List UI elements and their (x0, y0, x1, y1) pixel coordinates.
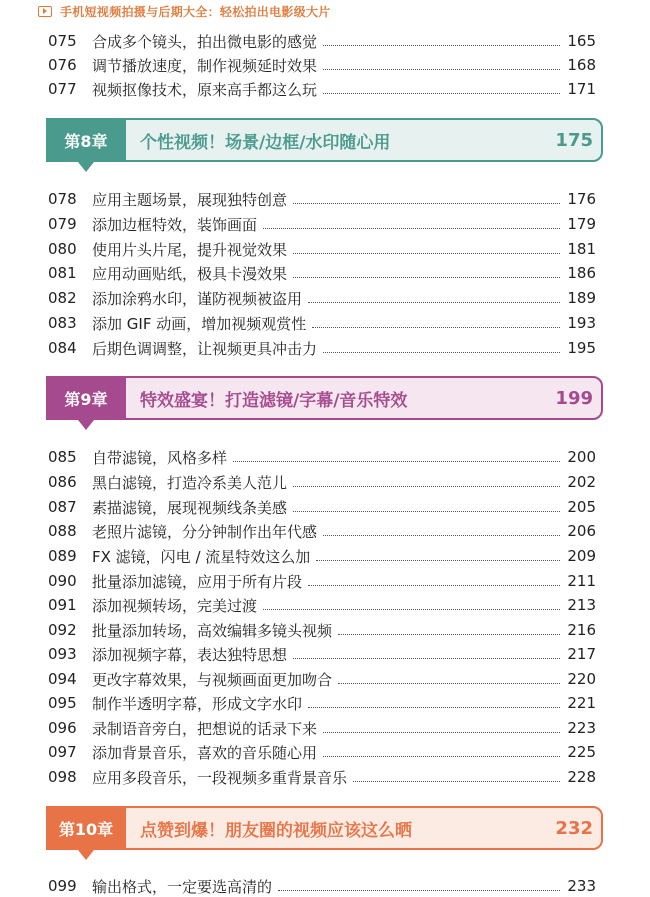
entry-title: 添加涂鸦水印，谨防视频被盗用 (92, 289, 303, 308)
entry-number: 098 (48, 768, 77, 786)
entry-page: 225 (567, 743, 596, 761)
toc-entry[interactable] (48, 668, 596, 690)
dot-leader (263, 609, 560, 610)
chapter-title: 特效盛宴！打造滤镜/字幕/音乐特效 (140, 390, 408, 411)
entry-page: 179 (567, 215, 596, 233)
toc-entry[interactable] (48, 619, 596, 641)
entry-title: 合成多个镜头，拍出微电影的感觉 (92, 32, 318, 51)
entry-page: 200 (567, 448, 596, 466)
entry-title: 添加视频字幕，表达独特思想 (92, 645, 288, 664)
toc-entry[interactable] (48, 570, 596, 592)
entry-number: 096 (48, 719, 77, 737)
entry-page: 211 (567, 572, 596, 590)
chapter-page: 175 (555, 129, 593, 151)
entry-number: 079 (48, 215, 77, 233)
entry-page: 233 (567, 877, 596, 895)
entry-number: 099 (48, 877, 77, 895)
dot-leader (323, 535, 560, 536)
dot-leader (278, 890, 560, 891)
entry-page: 216 (567, 621, 596, 639)
toc-entry[interactable] (48, 188, 596, 210)
entry-title: 应用主题场景，展现独特创意 (92, 190, 288, 209)
toc-entry[interactable] (48, 262, 596, 284)
dot-leader (323, 45, 560, 46)
entry-title: 后期色调调整，让视频更具冲击力 (92, 339, 318, 358)
entry-title: FX 滤镜，闪电 / 流星特效这么加 (92, 547, 311, 566)
entry-page: 171 (567, 80, 596, 98)
toc-entry[interactable] (48, 643, 596, 665)
dot-leader (308, 707, 560, 708)
entry-page: 193 (567, 314, 596, 332)
entry-title: 添加视频转场，完美过渡 (92, 596, 258, 615)
entry-number: 097 (48, 743, 77, 761)
entry-number: 090 (48, 572, 77, 590)
dot-leader (338, 634, 560, 635)
entry-page: 186 (567, 264, 596, 282)
entry-title: 视频抠像技术，原来高手都这么玩 (92, 80, 318, 99)
toc-entry[interactable] (48, 238, 596, 260)
dot-leader (293, 253, 560, 254)
entry-number: 091 (48, 596, 77, 614)
toc-entry[interactable] (48, 312, 596, 334)
chapter-title: 个性视频！场景/边框/水印随心用 (140, 132, 391, 153)
toc-entry[interactable] (48, 30, 596, 52)
entry-title: 输出格式，一定要选高清的 (92, 877, 273, 896)
entry-title: 自带滤镜，风格多样 (92, 448, 228, 467)
toc-entry[interactable] (48, 78, 596, 100)
toc-entry[interactable] (48, 337, 596, 359)
entry-title: 添加背景音乐，喜欢的音乐随心用 (92, 743, 318, 762)
video-book-icon (38, 6, 52, 17)
entry-title: 制作半透明字幕，形成文字水印 (92, 694, 303, 713)
toc-entry[interactable] (48, 213, 596, 235)
entry-title: 更改字幕效果，与视频画面更加吻合 (92, 670, 333, 689)
book-title: 手机短视频拍摄与后期大全：轻松拍出电影级大片 (60, 4, 331, 19)
dot-leader (323, 732, 560, 733)
entry-number: 092 (48, 621, 77, 639)
entry-number: 078 (48, 190, 77, 208)
toc-entry[interactable] (48, 496, 596, 518)
entry-title: 调节播放速度，制作视频延时效果 (92, 56, 318, 75)
dot-leader (293, 203, 560, 204)
dot-leader (323, 352, 560, 353)
chapter-8-banner[interactable] (46, 118, 603, 162)
entry-number: 081 (48, 264, 77, 282)
entry-number: 075 (48, 32, 77, 50)
toc-entry[interactable] (48, 766, 596, 788)
toc-entry[interactable] (48, 545, 596, 567)
toc-entry[interactable] (48, 287, 596, 309)
dot-leader (312, 327, 560, 328)
entry-title: 黑白滤镜，打造冷系美人范儿 (92, 473, 288, 492)
toc-entry[interactable] (48, 692, 596, 714)
dot-leader (293, 511, 560, 512)
dot-leader (293, 658, 560, 659)
entry-page: 209 (567, 547, 596, 565)
entry-number: 095 (48, 694, 77, 712)
dot-leader (293, 277, 560, 278)
chapter-label: 第9章 (46, 376, 126, 420)
entry-page: 220 (567, 670, 596, 688)
chapter-label: 第10章 (46, 806, 126, 850)
dot-leader (233, 461, 560, 462)
chapter-page: 232 (555, 817, 593, 839)
chapter-9-banner[interactable] (46, 376, 603, 420)
entry-page: 202 (567, 473, 596, 491)
toc-entry[interactable] (48, 520, 596, 542)
entry-number: 093 (48, 645, 77, 663)
toc-entry[interactable] (48, 717, 596, 739)
chapter-page: 199 (555, 387, 593, 409)
entry-number: 088 (48, 522, 77, 540)
entry-title: 添加边框特效，装饰画面 (92, 215, 258, 234)
dot-leader (263, 228, 560, 229)
entry-title: 应用动画贴纸，极具卡漫效果 (92, 264, 288, 283)
dot-leader (293, 486, 560, 487)
entry-page: 213 (567, 596, 596, 614)
entry-title: 素描滤镜，展现视频线条美感 (92, 498, 288, 517)
entry-number: 082 (48, 289, 77, 307)
toc-entry[interactable] (48, 446, 596, 468)
entry-title: 录制语音旁白，把想说的话录下来 (92, 719, 318, 738)
dot-leader (323, 69, 560, 70)
entry-page: 223 (567, 719, 596, 737)
entry-number: 085 (48, 448, 77, 466)
toc-entry[interactable] (48, 594, 596, 616)
entry-page: 221 (567, 694, 596, 712)
entry-page: 205 (567, 498, 596, 516)
entry-page: 195 (567, 339, 596, 357)
entry-number: 089 (48, 547, 77, 565)
entry-title: 添加 GIF 动画，增加视频观赏性 (92, 314, 307, 333)
dot-leader (323, 93, 560, 94)
toc-entry[interactable] (48, 54, 596, 76)
dot-leader (353, 781, 560, 782)
entry-number: 086 (48, 473, 77, 491)
dot-leader (316, 560, 560, 561)
entry-number: 076 (48, 56, 77, 74)
toc-entry[interactable] (48, 741, 596, 763)
chapter-title: 点赞到爆！朋友圈的视频应该这么晒 (140, 820, 412, 841)
toc-entry[interactable] (48, 471, 596, 493)
entry-page: 176 (567, 190, 596, 208)
entry-title: 使用片头片尾，提升视觉效果 (92, 240, 288, 259)
entry-title: 批量添加滤镜，应用于所有片段 (92, 572, 303, 591)
entry-number: 083 (48, 314, 77, 332)
entry-page: 168 (567, 56, 596, 74)
entry-page: 165 (567, 32, 596, 50)
entry-title: 批量添加转场，高效编辑多镜头视频 (92, 621, 333, 640)
dot-leader (308, 585, 560, 586)
entry-page: 189 (567, 289, 596, 307)
dot-leader (308, 302, 560, 303)
toc-entry[interactable] (48, 875, 596, 897)
dot-leader (323, 756, 560, 757)
entry-number: 080 (48, 240, 77, 258)
dot-leader (338, 683, 560, 684)
entry-number: 077 (48, 80, 77, 98)
entry-number: 094 (48, 670, 77, 688)
chapter-label: 第8章 (46, 118, 126, 162)
running-header (38, 2, 331, 20)
entry-number: 087 (48, 498, 77, 516)
entry-number: 084 (48, 339, 77, 357)
entry-page: 181 (567, 240, 596, 258)
entry-title: 老照片滤镜，分分钟制作出年代感 (92, 522, 318, 541)
entry-page: 228 (567, 768, 596, 786)
entry-page: 206 (567, 522, 596, 540)
chapter-10-banner[interactable] (46, 806, 603, 850)
entry-page: 217 (567, 645, 596, 663)
entry-title: 应用多段音乐，一段视频多重背景音乐 (92, 768, 348, 787)
